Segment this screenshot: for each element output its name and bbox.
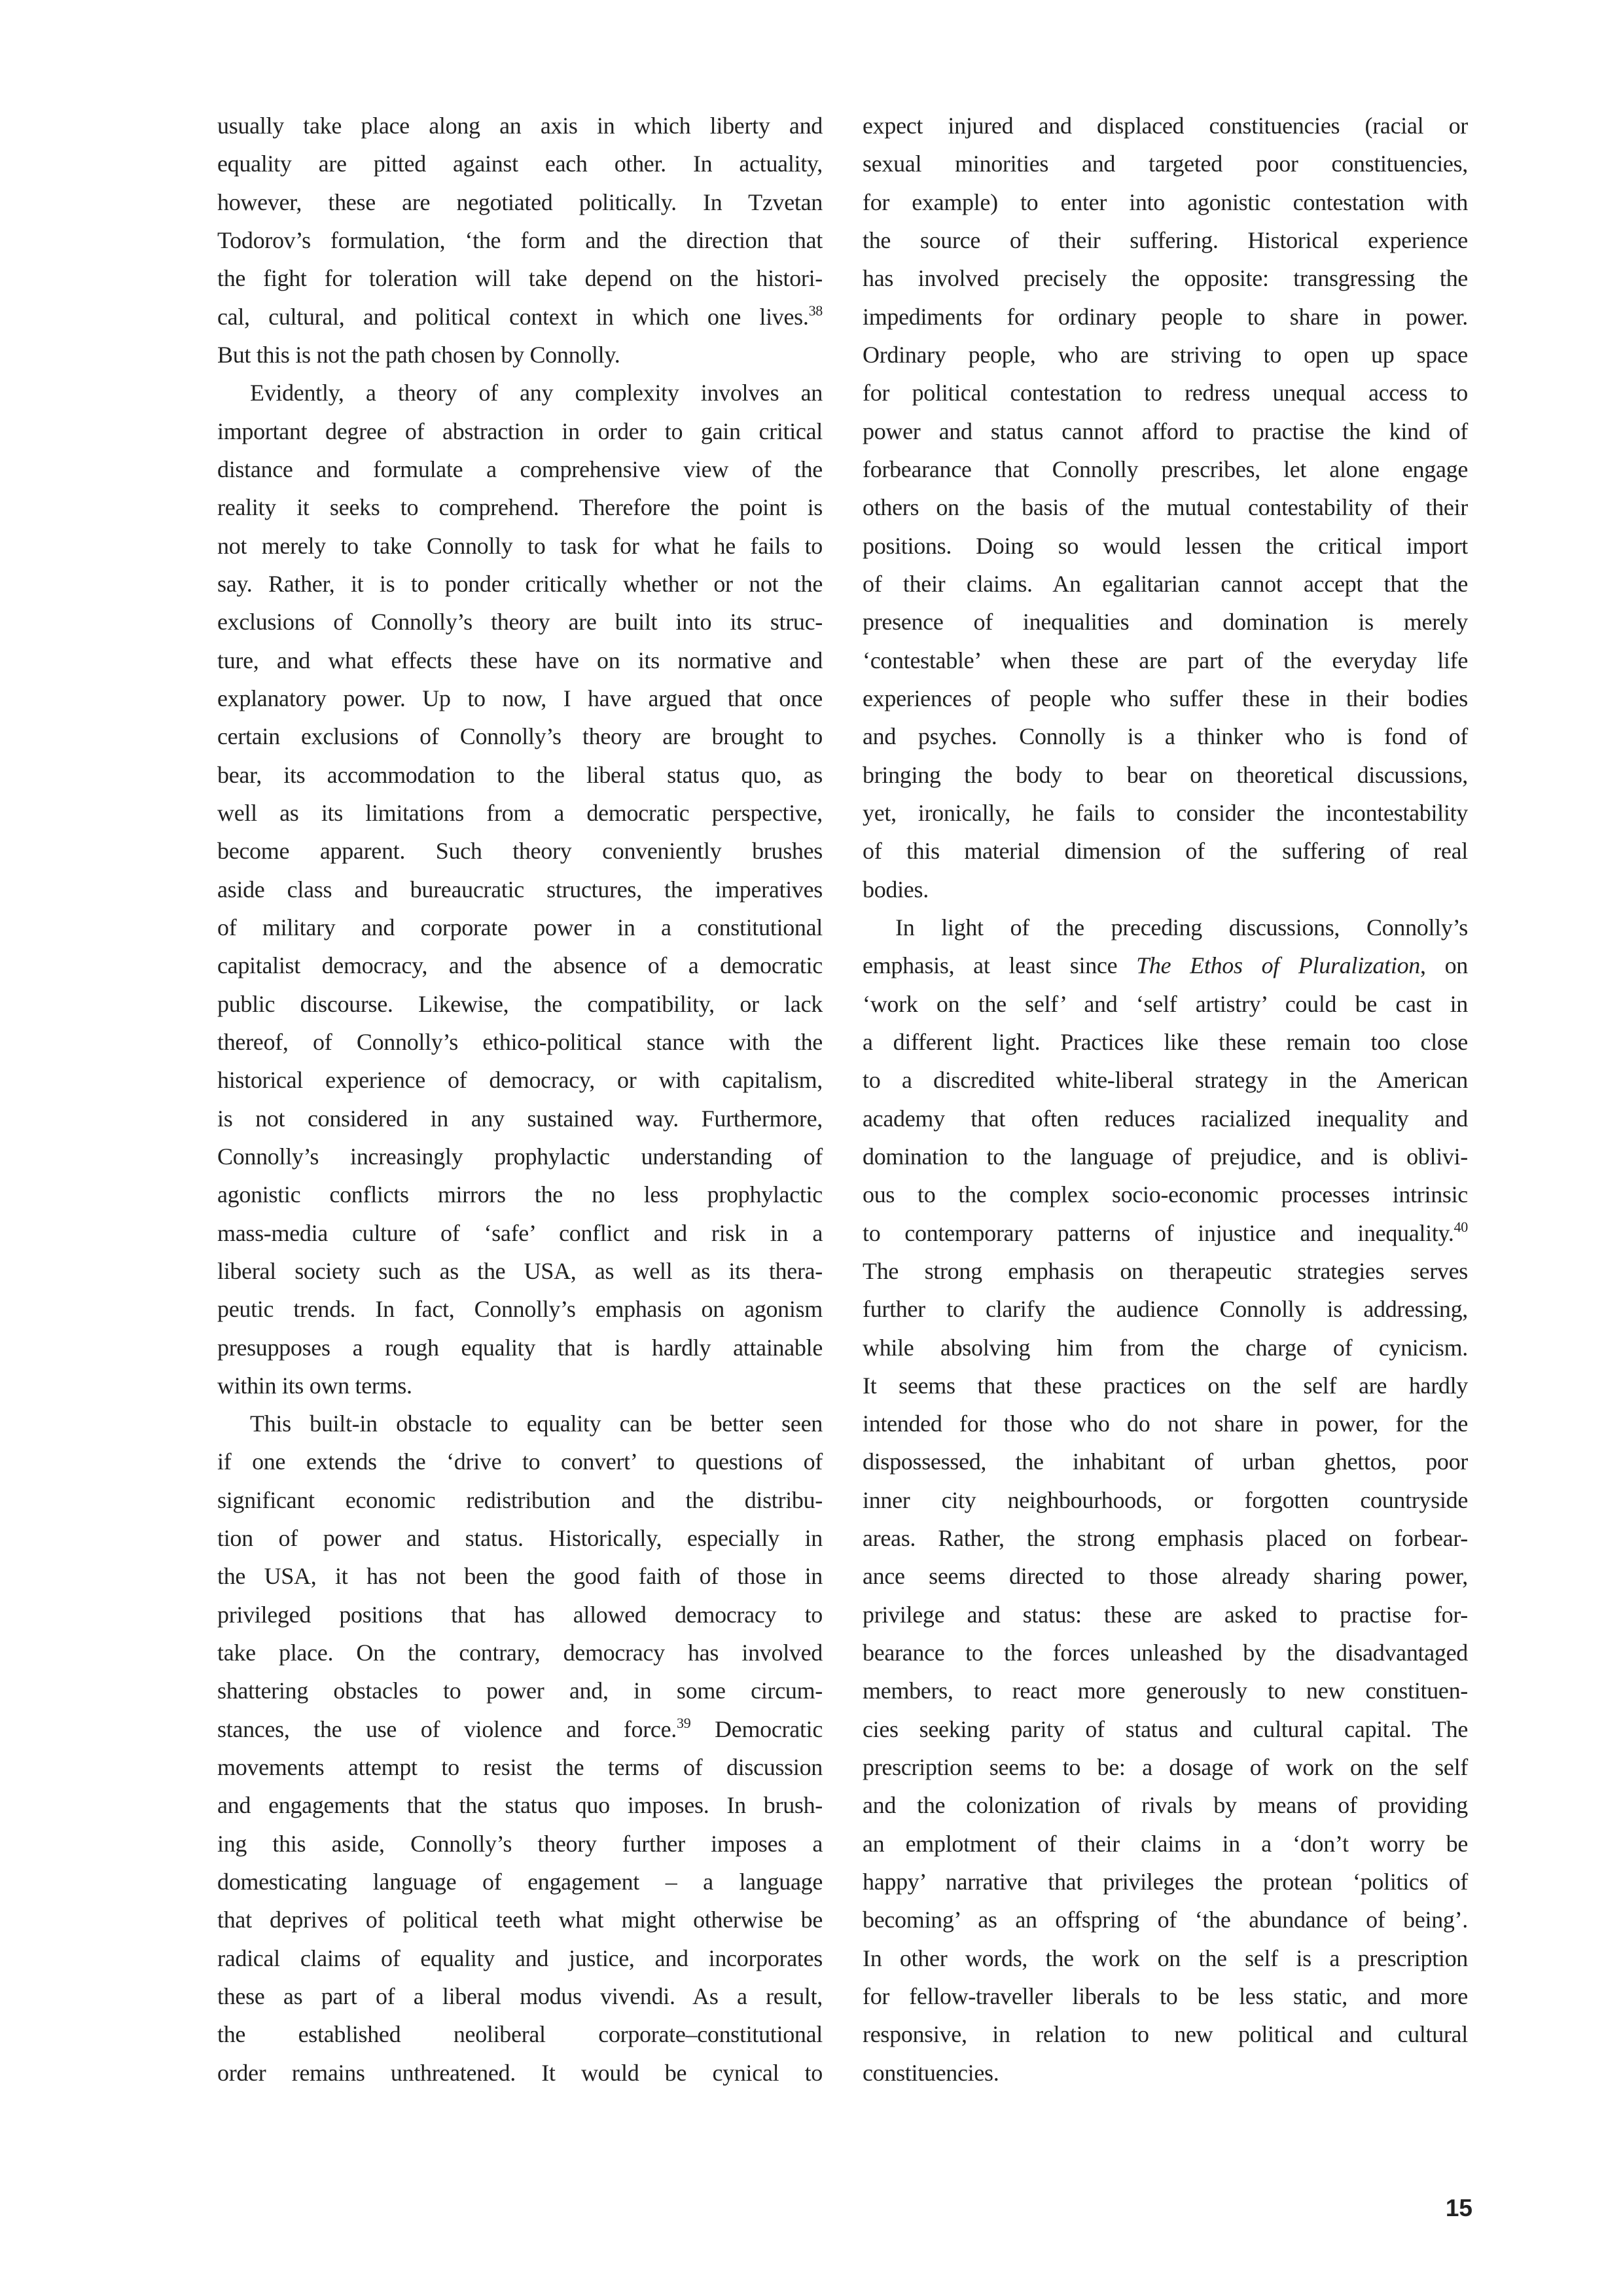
text-line: impediments for ordinary people to share in power. xyxy=(863,303,1468,330)
text-line: Connolly’s increasingly prophylactic understanding of xyxy=(217,1143,823,1170)
text-line: constituencies. xyxy=(863,2059,999,2086)
text-line: and the colonization of rivals by means of providing xyxy=(863,1792,1468,1819)
book-title: The Ethos of Pluralization xyxy=(1136,952,1420,979)
text-line: not merely to take Connolly to task for what he fails to xyxy=(217,532,823,559)
text-line: privileged positions that has allowed democracy to xyxy=(217,1601,823,1628)
text-line: Todorov’s formulation, ‘the form and the direction that xyxy=(217,226,823,253)
text-line: order remains unthreatened. It would be cynical to xyxy=(217,2059,823,2086)
text-line: of their claims. An egalitarian cannot accept that the xyxy=(863,570,1468,597)
text-line: inner city neighbourhoods, or forgotten countryside xyxy=(863,1486,1468,1513)
text-line: an emplotment of their claims in a ‘don’t worry be xyxy=(863,1830,1468,1857)
text-line: stances, the use of violence and force.$^{39}$ Democratic xyxy=(217,1714,823,1742)
text-line: to contemporary patterns of injustice and inequality.$^{40}$ xyxy=(863,1218,1468,1246)
text-line: privilege and status: these are asked to practise for- xyxy=(863,1601,1468,1628)
text-line: if one extends the ‘drive to convert’ to questions of xyxy=(217,1448,823,1475)
text-line: exclusions of Connolly’s theory are built into its struc- xyxy=(217,609,823,636)
text-line: equality are pitted against each other. In actuality, xyxy=(217,151,823,177)
text-line: bearance to the forces unleashed by the disadvantaged xyxy=(863,1640,1468,1666)
text-line: ing this aside, Connolly’s theory further imposes a xyxy=(217,1830,823,1857)
text-line: experiences of people who suffer these in their bodies xyxy=(863,685,1468,711)
text-line: areas. Rather, the strong emphasis placed on forbear- xyxy=(863,1525,1468,1552)
text-line: academy that often reduces racialized inequality and xyxy=(863,1105,1468,1132)
text-line: presence of inequalities and domination is merely xyxy=(863,609,1468,636)
paragraph xyxy=(863,107,1468,908)
text-line: dispossessed, the inhabitant of urban ghettos, poor xyxy=(863,1448,1468,1475)
text-line: of this material dimension of the suffering of real xyxy=(863,838,1468,865)
text-line: capitalist democracy, and the absence of a democratic xyxy=(217,952,823,979)
text-line: members, to react more generously to new constituen- xyxy=(863,1677,1468,1704)
text-line: mass-media culture of ‘safe’ conflict and risk in a xyxy=(217,1219,823,1246)
text-line: yet, ironically, he fails to consider the incontestability xyxy=(863,799,1468,826)
text-line: cies seeking parity of status and cultural capital. The xyxy=(863,1715,1468,1742)
text-line: ous to the complex socio-economic processes intrinsic xyxy=(863,1181,1468,1208)
text-line: liberal society such as the USA, as well as its thera- xyxy=(217,1257,823,1284)
text-line: the fight for toleration will take depend on the histori- xyxy=(217,265,823,292)
text-line: This built-in obstacle to equality can be better seen xyxy=(250,1410,823,1437)
text-line: prescription seems to be: a dosage of work on the self xyxy=(863,1754,1468,1781)
text-line: and engagements that the status quo imposes. In brush- xyxy=(217,1792,823,1819)
text-line: ance seems directed to those already sharing power, xyxy=(863,1563,1468,1590)
text-line: Ordinary people, who are striving to open up space xyxy=(863,341,1468,368)
text-line: bear, its accommodation to the liberal status quo, as xyxy=(217,761,823,788)
text-line: for example) to enter into agonistic contestation with xyxy=(863,188,1468,215)
text-line: has involved precisely the opposite: transgressing the xyxy=(863,265,1468,292)
text-line: sexual minorities and targeted poor constituencies, xyxy=(863,151,1468,177)
text-line: significant economic redistribution and the distribu- xyxy=(217,1486,823,1513)
text-line: that deprives of political teeth what might otherwise be xyxy=(217,1907,823,1933)
text-line: becoming’ as an offspring of ‘the abundance of being’. xyxy=(863,1907,1468,1933)
paragraph xyxy=(217,107,823,374)
text-line: But this is not the path chosen by Connolly. xyxy=(217,341,620,368)
text-line: shattering obstacles to power and, in some circum- xyxy=(217,1677,823,1704)
text-line: the USA, it has not been the good faith of those in xyxy=(217,1563,823,1590)
text-line: ‘contestable’ when these are part of the everyday life xyxy=(863,647,1468,673)
text-line: expect injured and displaced constituencies (racial or xyxy=(863,113,1468,139)
text-line: a different light. Practices like these remain too close xyxy=(863,1028,1468,1055)
text-line: bringing the body to bear on theoretical discussions, xyxy=(863,761,1468,788)
paragraph xyxy=(217,1405,823,2092)
text-line: well as its limitations from a democratic perspective, xyxy=(217,799,823,826)
text-line: Evidently, a theory of any complexity involves an xyxy=(250,380,823,406)
text-line: of military and corporate power in a constitutional xyxy=(217,914,823,941)
text-line: emphasis, at least since The Ethos of Pluralization, on xyxy=(863,952,1468,979)
text-line: presupposes a rough equality that is hardly attainable xyxy=(217,1334,823,1361)
text-line: historical experience of democracy, or with capitalism, xyxy=(217,1067,823,1094)
text-line: happy’ narrative that privileges the protean ‘politics of xyxy=(863,1869,1468,1895)
paragraph xyxy=(863,908,1468,2092)
text-line: domination to the language of prejudice, and is oblivi- xyxy=(863,1143,1468,1170)
text-line: agonistic conflicts mirrors the no less prophylactic xyxy=(217,1181,823,1208)
text-line: positions. Doing so would lessen the critical import xyxy=(863,532,1468,559)
footnote-marker[interactable]: 38 xyxy=(808,302,823,319)
text-line: important degree of abstraction in order to gain critical xyxy=(217,418,823,444)
text-line: It seems that these practices on the self are hardly xyxy=(863,1372,1468,1399)
text-line: tion of power and status. Historically, especially in xyxy=(217,1525,823,1552)
text-line: In light of the preceding discussions, Connolly’s xyxy=(895,914,1468,941)
paragraph xyxy=(217,374,823,1405)
text-line: usually take place along an axis in which liberty and xyxy=(217,113,823,139)
page-number: 15 xyxy=(1445,2195,1472,2221)
text-line: to a discredited white-liberal strategy in the American xyxy=(863,1067,1468,1094)
text-line: In other words, the work on the self is a prescription xyxy=(863,1945,1468,1971)
text-line: bodies. xyxy=(863,876,929,903)
text-line: and psyches. Connolly is a thinker who is fond of xyxy=(863,723,1468,750)
text-line: others on the basis of the mutual contestability of their xyxy=(863,494,1468,521)
text-line: peutic trends. In fact, Connolly’s emphasis on agonism xyxy=(217,1296,823,1323)
text-line: within its own terms. xyxy=(217,1372,412,1399)
text-line: distance and formulate a comprehensive view of the xyxy=(217,456,823,482)
text-line: say. Rather, it is to ponder critically whether or not the xyxy=(217,570,823,597)
text-line: responsive, in relation to new political and cultural xyxy=(863,2021,1468,2048)
text-line: domesticating language of engagement – a language xyxy=(217,1869,823,1895)
text-line: thereof, of Connolly’s ethico-political stance with the xyxy=(217,1028,823,1055)
text-line: take place. On the contrary, democracy has involved xyxy=(217,1640,823,1666)
text-line: the source of their suffering. Historical experience xyxy=(863,226,1468,253)
footnote-marker[interactable]: 39 xyxy=(677,1714,691,1731)
text-line: reality it seeks to comprehend. Therefore the point is xyxy=(217,494,823,521)
text-line: public discourse. Likewise, the compatibility, or lack xyxy=(217,990,823,1017)
text-line: however, these are negotiated politically. In Tzvetan xyxy=(217,188,823,215)
text-line: The strong emphasis on therapeutic strategies serves xyxy=(863,1257,1468,1284)
footnote-marker[interactable]: 40 xyxy=(1454,1218,1468,1235)
text-line: the established neoliberal corporate–constitutional xyxy=(217,2021,823,2048)
text-line: ‘work on the self’ and ‘self artistry’ could be cast in xyxy=(863,990,1468,1017)
text-line: while absolving him from the charge of cynicism. xyxy=(863,1334,1468,1361)
text-line: power and status cannot afford to practise the kind of xyxy=(863,418,1468,444)
text-line: these as part of a liberal modus vivendi. As a result, xyxy=(217,1983,823,2010)
text-line: for political contestation to redress unequal access to xyxy=(863,380,1468,406)
text-line: ture, and what effects these have on its normative and xyxy=(217,647,823,673)
text-line: explanatory power. Up to now, I have argued that once xyxy=(217,685,823,711)
text-line: cal, cultural, and political context in which one lives.$^{38}$ xyxy=(217,302,823,330)
text-line: radical claims of equality and justice, and incorporates xyxy=(217,1945,823,1971)
left-text-column xyxy=(217,107,823,2092)
text-line: certain exclusions of Connolly’s theory are brought to xyxy=(217,723,823,750)
text-line: movements attempt to resist the terms of discussion xyxy=(217,1754,823,1781)
text-line: intended for those who do not share in power, for the xyxy=(863,1410,1468,1437)
text-line: is not considered in any sustained way. Furthermore, xyxy=(217,1105,823,1132)
right-text-column xyxy=(863,107,1468,2092)
text-line: for fellow-traveller liberals to be less static, and more xyxy=(863,1983,1468,2010)
text-line: aside class and bureaucratic structures, the imperatives xyxy=(217,876,823,903)
text-line: forbearance that Connolly prescribes, let alone engage xyxy=(863,456,1468,482)
text-line: become apparent. Such theory conveniently brushes xyxy=(217,838,823,865)
text-line: further to clarify the audience Connolly is addressing, xyxy=(863,1296,1468,1323)
